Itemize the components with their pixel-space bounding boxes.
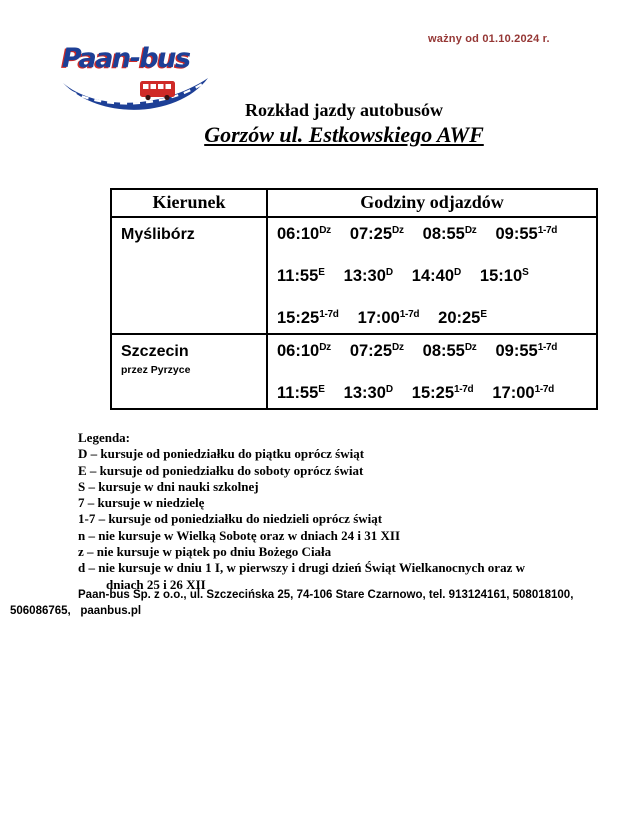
time-symbol: Dz xyxy=(464,225,477,236)
times-cell xyxy=(267,217,597,334)
departure-time: $07:25^{Dz}$ xyxy=(349,342,404,360)
time-symbol: 1-7d xyxy=(319,309,339,320)
legend-item: 1-7 – kursuje od poniedziałku do niedzieli oprócz świąt xyxy=(78,511,383,527)
title-block xyxy=(0,99,630,148)
footer-phone-web-line: 506086765, paanbus.pl xyxy=(10,605,142,617)
time-symbol: 1-7d xyxy=(534,384,554,395)
departure-time: $11:55^E$ xyxy=(277,267,325,285)
column-header-direction: Kierunek xyxy=(111,189,267,217)
time-line xyxy=(277,342,592,360)
legend-item: S – kursuje w dni nauki szkolnej xyxy=(78,478,259,494)
direction-name: Myślibórz xyxy=(121,226,195,243)
footer-address-line: Paan-bus Sp. z o.o., ul. Szczecińska 25, 74-106 Stare Czarnowo, tel. 913124161, 508018100, xyxy=(78,589,574,601)
time-symbol: E xyxy=(318,384,325,395)
departure-time: $13:30^D$ xyxy=(343,384,393,402)
time-symbol: D xyxy=(385,267,393,278)
departure-time: $09:55^{1-7d}$ xyxy=(495,342,558,360)
time-symbol: Dz xyxy=(392,225,404,236)
time-line xyxy=(277,225,592,243)
direction-note: przez Pyrzyce xyxy=(121,364,191,376)
direction-name: Szczecin xyxy=(121,343,189,360)
departure-time: $06:10^{Dz}$ xyxy=(277,342,331,360)
time-symbol: Dz xyxy=(392,342,404,353)
departure-time: $17:00^{1-7d}$ xyxy=(357,309,420,327)
table-row xyxy=(111,334,597,409)
time-line xyxy=(277,267,592,285)
time-symbol: Dz xyxy=(319,342,331,353)
time-symbol: E xyxy=(480,309,487,320)
departure-time: $11:55^E$ xyxy=(277,384,325,402)
footer-contact xyxy=(10,587,610,619)
time-symbol: Dz xyxy=(464,342,477,353)
time-symbol: 1-7d xyxy=(537,225,558,236)
departure-time: $08:55^{Dz}$ xyxy=(422,342,477,360)
departure-time: $07:25^{Dz}$ xyxy=(349,225,404,243)
legend xyxy=(78,430,552,593)
legend-item: d – nie kursuje w dniu 1 I, w pierwszy i drugi dzień Świąt Wielkanocnych oraz w dniach 25 i 26 XII xyxy=(78,560,525,592)
legend-title: Legenda: xyxy=(78,430,130,445)
column-header-departures: Godziny odjazdów xyxy=(267,189,597,217)
departure-time: $15:25^{1-7d}$ xyxy=(411,384,474,402)
legend-item: n – nie kursuje w Wielką Sobotę oraz w dniach 24 i 31 XII xyxy=(78,527,401,543)
time-symbol: S xyxy=(522,267,529,278)
time-line xyxy=(277,384,592,402)
departure-time: $17:00^{1-7d}$ xyxy=(492,384,554,402)
time-symbol: E xyxy=(318,267,325,278)
time-symbol: 1-7d xyxy=(399,309,420,320)
departure-time: $08:55^{Dz}$ xyxy=(422,225,477,243)
timetable xyxy=(110,188,598,410)
departure-time: $20:25^E$ xyxy=(438,309,487,327)
time-symbol: D xyxy=(385,384,393,395)
timetable-body xyxy=(111,217,597,409)
times-cell xyxy=(267,334,597,409)
departure-time: $14:40^D$ xyxy=(411,267,461,285)
legend-item: D – kursuje od poniedziałku do piątku oprócz świąt xyxy=(78,446,365,462)
departure-time: $09:55^{1-7d}$ xyxy=(495,225,558,243)
logo-wordmark: Paan-bus xyxy=(62,43,190,74)
legend-item: z – nie kursuje w piątek po dniu Bożego Ciała xyxy=(78,544,332,560)
table-header-row xyxy=(111,189,597,217)
valid-from-date: ważny od 01.10.2024 r. xyxy=(428,33,550,45)
route-title: Gorzów ul. Estkowskiego AWF xyxy=(204,122,484,147)
departure-time: $15:25^{1-7d}$ xyxy=(277,309,339,327)
page-title: Rozkład jazdy autobusów xyxy=(244,100,444,120)
time-line xyxy=(277,309,592,327)
time-symbol: Dz xyxy=(319,225,331,236)
legend-list xyxy=(78,446,552,593)
departure-time: $15:10^S$ xyxy=(479,267,529,285)
direction-cell xyxy=(111,217,267,334)
departure-time: $06:10^{Dz}$ xyxy=(277,225,331,243)
direction-cell xyxy=(111,334,267,409)
legend-item: E – kursuje od poniedziałku do soboty oprócz świat xyxy=(78,462,364,478)
time-symbol: 1-7d xyxy=(537,342,558,353)
table-row xyxy=(111,217,597,334)
time-symbol: D xyxy=(454,267,461,278)
legend-item: 7 – kursuje w niedzielę xyxy=(78,495,205,511)
departure-time: $13:30^D$ xyxy=(343,267,393,285)
time-symbol: 1-7d xyxy=(454,384,474,395)
